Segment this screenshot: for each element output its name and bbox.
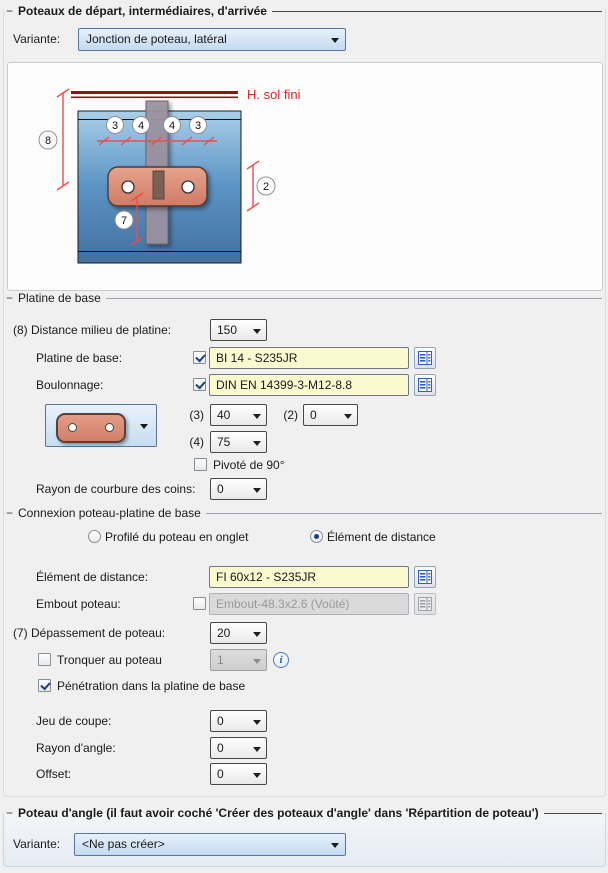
- catalog-icon: [418, 351, 432, 365]
- chevron-down-icon: [331, 38, 339, 43]
- bolt-hole-icon: [68, 423, 77, 432]
- bolt-label: Boulonnage:: [36, 378, 104, 392]
- cut-gap-label: Jeu de coupe:: [36, 714, 112, 728]
- cap-catalog-button: [414, 593, 436, 615]
- extension-label: (7) Dépassement de poteau:: [13, 626, 166, 640]
- info-icon: i: [273, 652, 289, 668]
- truncate-checkbox[interactable]: [38, 653, 51, 666]
- chevron-down-icon: [253, 441, 261, 446]
- rotated-90-checkbox[interactable]: [194, 458, 207, 471]
- finished-floor-line: [71, 91, 238, 94]
- collapse-icon[interactable]: −: [6, 291, 14, 305]
- dimension-3b: 3: [194, 120, 202, 132]
- miter-radio-label: Profilé du poteau en onglet: [105, 530, 249, 544]
- catalog-icon: [418, 378, 432, 392]
- extension-select[interactable]: 20: [210, 622, 267, 644]
- diagram-svg: [8, 63, 602, 290]
- dimension-4a: 4: [137, 120, 145, 132]
- floor-label: H. sol fini: [247, 87, 301, 102]
- distance-mid-plate-label: (8) Distance milieu de platine:: [13, 323, 172, 337]
- chevron-down-icon: [140, 424, 148, 429]
- truncate-label: Tronquer au poteau: [57, 653, 162, 667]
- corner-column-header: [6, 806, 602, 820]
- spacer-label: Élément de distance:: [36, 570, 149, 584]
- dimension-3a: 3: [111, 120, 119, 132]
- plate-shape-select[interactable]: [45, 404, 157, 447]
- chevron-down-icon: [331, 843, 339, 848]
- diagram-preview: [7, 62, 603, 291]
- chevron-down-icon: [253, 632, 261, 637]
- spacer-catalog-button[interactable]: [414, 566, 436, 588]
- offset-select[interactable]: 0: [210, 763, 267, 785]
- dim2-select[interactable]: 0: [303, 404, 358, 426]
- chevron-down-icon: [253, 720, 261, 725]
- corner-variante-label: Variante:: [13, 837, 61, 851]
- miter-radio[interactable]: [88, 530, 101, 543]
- connexion-section-header: [6, 506, 602, 520]
- bolt-hole: [122, 181, 134, 193]
- collapse-icon[interactable]: −: [6, 4, 14, 18]
- distance-mid-plate-select[interactable]: 150: [210, 319, 267, 341]
- base-plate-label: Platine de base:: [36, 351, 123, 365]
- collapse-icon[interactable]: −: [6, 506, 14, 520]
- cut-gap-select[interactable]: 0: [210, 710, 267, 732]
- dim3-select[interactable]: 40: [210, 404, 267, 426]
- base-plate-checkbox[interactable]: [193, 351, 206, 364]
- dim4-select[interactable]: 75: [210, 431, 267, 453]
- chevron-down-icon: [253, 488, 261, 493]
- rotated-90-label: Pivoté de 90°: [213, 458, 285, 472]
- dimension-7: 7: [120, 215, 128, 227]
- chevron-down-icon: [253, 329, 261, 334]
- catalog-icon: [418, 597, 432, 611]
- corner-column-variant-select[interactable]: <Ne pas créer>: [74, 833, 346, 856]
- offset-label: Offset:: [36, 767, 72, 781]
- catalog-icon: [418, 570, 432, 584]
- chevron-down-icon: [253, 773, 261, 778]
- platine-section-header: [6, 291, 602, 305]
- chevron-down-icon: [253, 747, 261, 752]
- post-through-plate: [153, 171, 164, 199]
- cap-field: Embout-48.3x2.6 (Voûté): [209, 593, 409, 615]
- connexion-section-title: Connexion poteau-platine de base: [18, 506, 201, 520]
- dimension-2: 2: [262, 181, 270, 193]
- dim2-label: (2): [283, 408, 298, 422]
- bolt-hole: [182, 181, 194, 193]
- collapse-icon[interactable]: −: [6, 806, 14, 820]
- dim3-label: (3): [189, 408, 204, 422]
- base-plate-catalog-button[interactable]: [414, 347, 436, 369]
- platine-section-title: Platine de base: [18, 291, 101, 305]
- plate-shape-thumbnail: [56, 413, 126, 443]
- main-group-header: [6, 4, 602, 18]
- spacer-radio-label: Élément de distance: [327, 530, 436, 544]
- bolt-catalog-button[interactable]: [414, 374, 436, 396]
- spacer-field[interactable]: FI 60x12 - S235JR: [209, 566, 409, 588]
- bolt-hole-icon: [105, 423, 114, 432]
- corner-radius-select[interactable]: 0: [210, 478, 267, 500]
- base-plate-field[interactable]: BI 14 - S235JR: [209, 347, 409, 369]
- cap-checkbox[interactable]: [193, 597, 206, 610]
- truncate-select: 1: [210, 649, 267, 671]
- main-group-title: Poteaux de départ, intermédiaires, d'arrivée: [18, 4, 267, 18]
- dim4-label: (4): [189, 435, 204, 449]
- spacer-radio[interactable]: [310, 530, 323, 543]
- corner-angle-select[interactable]: 0: [210, 737, 267, 759]
- chevron-down-icon: [344, 414, 352, 419]
- corner-column-title: Poteau d'angle (il faut avoir coché 'Créer des poteaux d'angle' dans 'Répartition de poteau'): [18, 806, 539, 820]
- dimension-8: 8: [44, 135, 52, 147]
- variante-label: Variante:: [13, 32, 61, 46]
- corner-radius-label: Rayon de courbure des coins:: [36, 482, 196, 496]
- bolt-checkbox[interactable]: [193, 378, 206, 391]
- cap-label: Embout poteau:: [36, 597, 121, 611]
- variant-select[interactable]: Jonction de poteau, latéral: [78, 28, 346, 51]
- penetration-label: Pénétration dans la platine de base: [57, 679, 246, 693]
- chevron-down-icon: [253, 659, 261, 664]
- bolt-field[interactable]: DIN EN 14399-3-M12-8.8: [209, 374, 409, 396]
- dimension-4b: 4: [168, 120, 176, 132]
- corner-angle-label: Rayon d'angle:: [36, 741, 116, 755]
- chevron-down-icon: [253, 414, 261, 419]
- penetration-checkbox[interactable]: [38, 679, 51, 692]
